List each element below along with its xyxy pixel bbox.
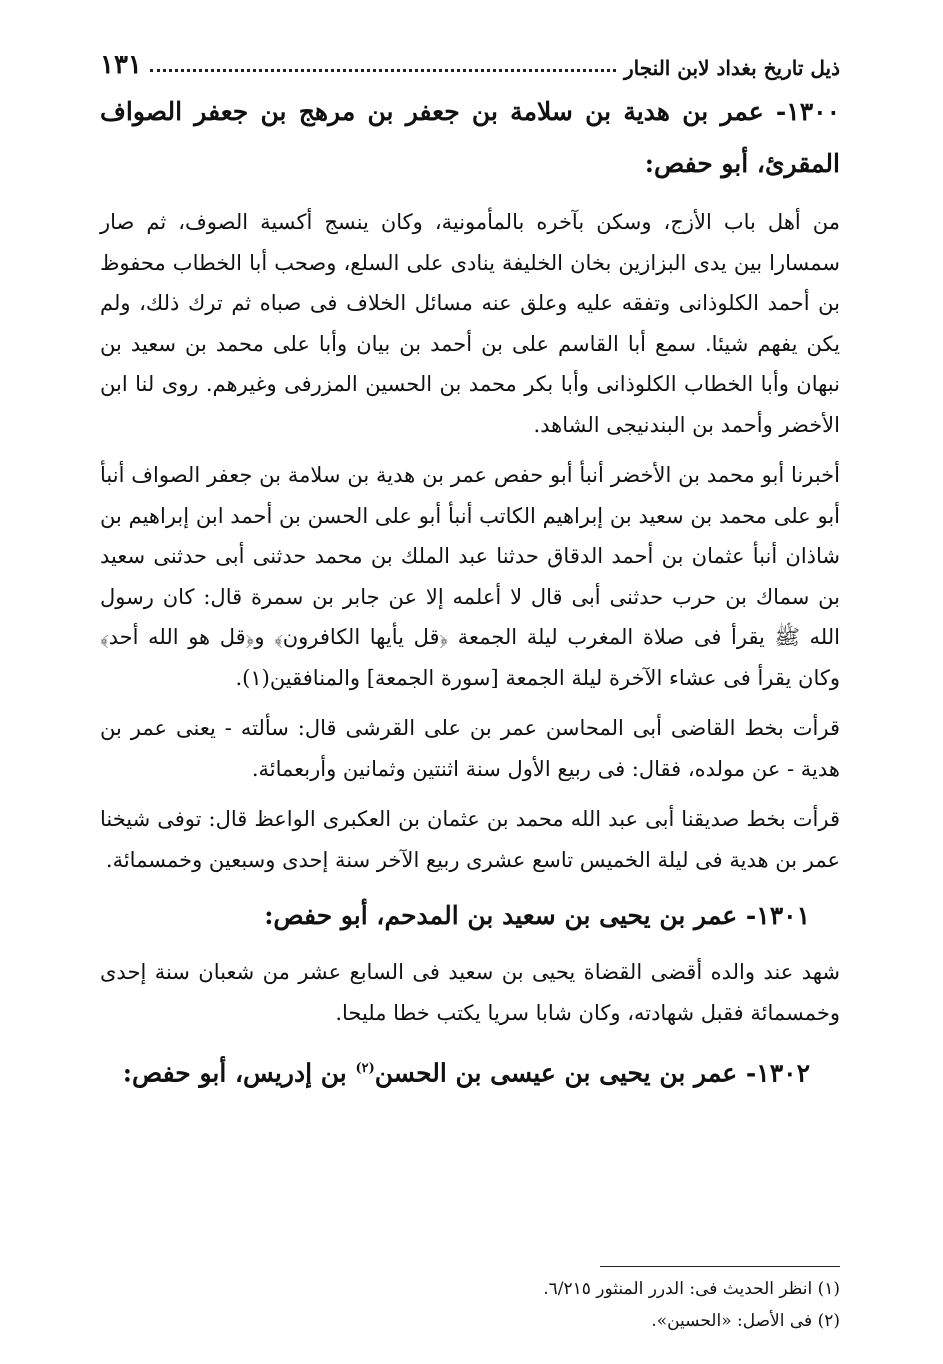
running-title: ذيل تاريخ بغداد لابن النجار	[624, 56, 840, 80]
footnote-divider	[600, 1266, 840, 1267]
footnote-1: (١) انظر الحديث فى: الدرر المنثور ٦/٢١٥.	[543, 1279, 840, 1299]
paragraph-1300-bio: من أهل باب الأزج، وسكن بآخره بالمأمونية، وكان ينسج أكسية الصوف، ثم صار سمسارا بين يدى البزازين بخان الخليفة ينادى على السلع، وصحب أبا الخطاب محفوظ بن أحمد الكلوذانى وتفقه عليه وعلق عنه مسائل الخلاف فى صباه ثم ترك ذلك، ولم يكن يفهم شيئا. سمع أبا القاسم على بن أحمد بن بيان وأبا على محمد بن سعيد بن نبهان وأبا الخطاب الكلوذانى وأبا بكر محمد بن الحسين المزرفى وغيرهم. روى لنا ابن الأخضر وأحمد بن البندنيجى الشاهد.	[100, 210, 840, 437]
main-text	[100, 86, 840, 1099]
entry-heading-1301: ١٣٠١- عمر بن يحيى بن سعيد بن المدحم، أبو حفص:	[264, 901, 810, 930]
paragraph-1300-hadith: أخبرنا أبو محمد بن الأخضر أنبأ أبو حفص عمر بن هدية بن سلامة بن جعفر الصواف أنبأ أبو على محمد بن سعيد بن إبراهيم الكاتب أنبأ أبو على الحسن بن أحمد ابن إبراهيم بن شاذان أنبأ عثمان بن أحمد الدقاق حدثنا عبد الملك بن محمد حدثنى أبى حدثنى سعيد بن سماك بن حرب حدثنى أبى قال لا أعلمه إلا عن جابر بن سمرة قال: كان رسول الله ﷺ يقرأ فى صلاة المغرب ليلة الجمعة ﴿قل يأيها الكافرون﴾ و﴿قل هو الله أحد﴾ وكان يقرأ فى عشاء الآخرة ليلة الجمعة [سورة الجمعة] والمنافقين(١).	[100, 463, 840, 690]
page-header	[100, 38, 840, 80]
paragraph-1301: شهد عند والده أقضى القضاة يحيى بن سعيد فى السابع عشر من شعبان سنة إحدى وخمسمائة فقبل شهادته، وكان شابا سريا يكتب خطا مليحا.	[100, 960, 840, 1025]
entry-heading-1300: ١٣٠٠- عمر بن هدية بن سلامة بن جعفر بن مرهج بن جعفر الصواف المقرئ، أبو حفص:	[100, 97, 840, 178]
paragraph-1300-birth: قرأت بخط القاضى أبى المحاسن عمر بن على القرشى قال: سألته - يعنى عمر بن هدية - عن مولده، فقال: فى ربيع الأول سنة اثنتين وثمانين وأربعمائة.	[100, 716, 840, 781]
leader-dots	[150, 69, 616, 72]
entry-heading-1302-part1: ١٣٠٢- عمر بن يحيى بن عيسى بن الحسن	[374, 1058, 810, 1088]
paragraph-1300-death: قرأت بخط صديقنا أبى عبد الله محمد بن عثمان بن العكبرى الواعظ قال: توفى شيخنا عمر بن هدية فى ليلة الخميس تاسع عشرى ربيع الآخر سنة إحدى وسبعين وخمسمائة.	[100, 807, 840, 872]
entry-heading-1302	[100, 1043, 840, 1099]
footnote-ref-2: (٢)	[355, 1061, 375, 1076]
footnote-2: (٢) فى الأصل: «الحسين».	[651, 1311, 840, 1331]
entry-heading-1302-part2: بن إدريس، أبو حفص:	[122, 1058, 356, 1088]
footnotes	[100, 1273, 840, 1337]
page-number: ١٣١	[100, 50, 142, 80]
